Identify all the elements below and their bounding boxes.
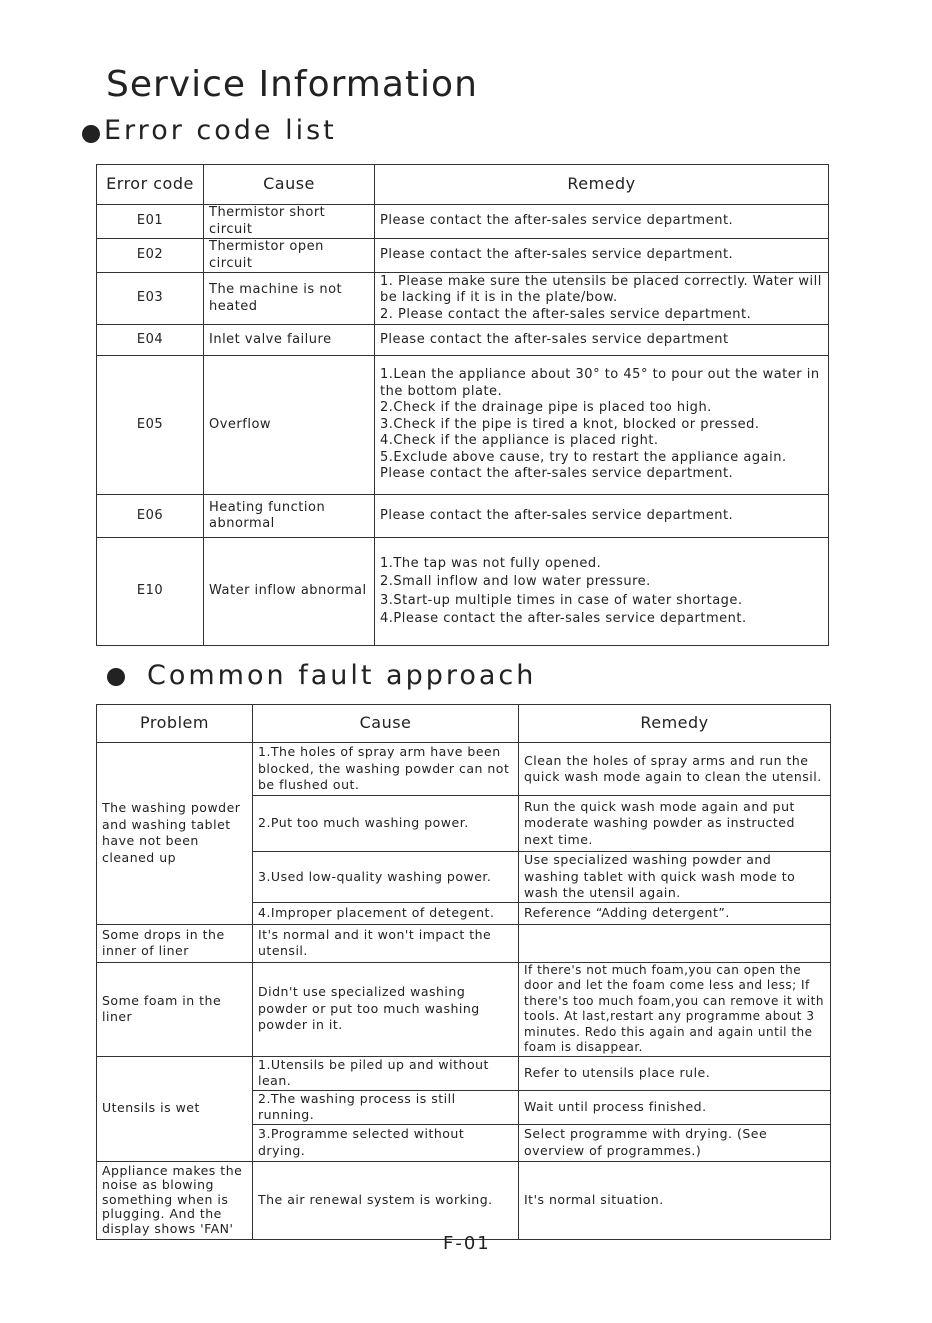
table-row (97, 1056, 831, 1090)
table-row (97, 325, 829, 356)
error-cause: Thermistor short circuit (204, 205, 375, 239)
fault-cause: It's normal and it won't impact the utensil. (253, 924, 519, 962)
page-title: Service Information (106, 64, 478, 105)
table-row (97, 205, 829, 239)
table-row (97, 924, 831, 962)
fault-remedy: Reference “Adding detergent”. (519, 902, 831, 924)
fault-remedy: Clean the holes of spray arms and run the quick wash mode again to clean the utensil. (519, 743, 831, 796)
error-cause: Water inflow abnormal (204, 538, 375, 646)
error-code: E05 (97, 356, 204, 495)
error-code: E02 (97, 239, 204, 273)
table-header-row (97, 165, 829, 205)
error-code: E03 (97, 273, 204, 325)
table-row (97, 273, 829, 325)
error-code: E04 (97, 325, 204, 356)
common-fault-heading: Common fault approach (147, 660, 537, 691)
table-row (97, 356, 829, 495)
table-row (97, 743, 831, 796)
error-code-heading: Error code list (104, 115, 337, 146)
error-remedy: Please contact the after-sales service department. (375, 239, 829, 273)
fault-cause: 3.Programme selected without drying. (253, 1124, 519, 1161)
error-remedy: Please contact the after-sales service department (375, 325, 829, 356)
fault-problem: Appliance makes the noise as blowing something when is plugging. And the display shows 'FAN' (97, 1161, 253, 1239)
fault-remedy: It's normal situation. (519, 1161, 831, 1239)
error-code-table (96, 164, 829, 646)
error-remedy: 1.The tap was not fully opened. 2.Small inflow and low water pressure. 3.Start-up multiple times in case of water shortage. 4.Please contact the after-sales service department. (375, 538, 829, 646)
col-header-cause: Cause (253, 705, 519, 743)
error-code: E10 (97, 538, 204, 646)
fault-cause: 1.The holes of spray arm have been blocked, the washing powder can not be flushed out. (253, 743, 519, 796)
error-cause: Thermistor open circuit (204, 239, 375, 273)
table-row (97, 1161, 831, 1239)
common-fault-table (96, 704, 831, 1240)
error-cause: Overflow (204, 356, 375, 495)
error-code: E06 (97, 495, 204, 538)
fault-cause: 2.The washing process is still running. (253, 1090, 519, 1124)
fault-problem: Some foam in the liner (97, 962, 253, 1056)
fault-cause: 3.Used low-quality washing power. (253, 852, 519, 903)
fault-remedy: If there's not much foam,you can open the door and let the foam come less and less; If there's too much foam,you can remove it with tools. At last,restart any programme about 3 minutes. Redo this again and again until the foam is disappear. (519, 962, 831, 1056)
fault-cause: 1.Utensils be piled up and without lean. (253, 1056, 519, 1090)
col-header-cause: Cause (204, 165, 375, 205)
error-remedy: 1.Lean the appliance about 30° to 45° to pour out the water in the bottom plate. 2.Check if the drainage pipe is placed too high. 3.Check if the pipe is tired a knot, blocked or pressed. 4.Check if the appliance is placed right. 5.Exclude above cause, try to restart the appliance again. Please contact the after-sales service department. (375, 356, 829, 495)
fault-remedy: Refer to utensils place rule. (519, 1056, 831, 1090)
col-header-remedy: Remedy (375, 165, 829, 205)
fault-remedy: Use specialized washing powder and washing tablet with quick wash mode to wash the utensil again. (519, 852, 831, 903)
table-header-row (97, 705, 831, 743)
fault-remedy: Run the quick wash mode again and put moderate washing powder as instructed next time. (519, 796, 831, 852)
table-row (97, 538, 829, 646)
bullet-dot-icon (82, 125, 100, 143)
error-remedy: Please contact the after-sales service department. (375, 205, 829, 239)
bullet-dot-icon (107, 668, 125, 686)
page-number: F-01 (443, 1233, 491, 1254)
error-cause: Heating function abnormal (204, 495, 375, 538)
fault-problem: The washing powder and washing tablet have not been cleaned up (97, 743, 253, 925)
fault-remedy: Wait until process finished. (519, 1090, 831, 1124)
error-remedy: Please contact the after-sales service department. (375, 495, 829, 538)
col-header-remedy: Remedy (519, 705, 831, 743)
fault-problem: Some drops in the inner of liner (97, 924, 253, 962)
error-remedy: 1. Please make sure the utensils be placed correctly. Water will be lacking if it is in the plate/bow. 2. Please contact the after-sales service department. (375, 273, 829, 325)
error-cause: The machine is not heated (204, 273, 375, 325)
fault-cause: 2.Put too much washing power. (253, 796, 519, 852)
error-cause: Inlet valve failure (204, 325, 375, 356)
fault-remedy (519, 924, 831, 962)
fault-remedy: Select programme with drying. (See overview of programmes.) (519, 1124, 831, 1161)
fault-cause: The air renewal system is working. (253, 1161, 519, 1239)
fault-cause: 4.Improper placement of detegent. (253, 902, 519, 924)
table-row (97, 495, 829, 538)
table-row (97, 962, 831, 1056)
col-header-error-code: Error code (97, 165, 204, 205)
error-code: E01 (97, 205, 204, 239)
col-header-problem: Problem (97, 705, 253, 743)
fault-cause: Didn't use specialized washing powder or put too much washing powder in it. (253, 962, 519, 1056)
table-row (97, 239, 829, 273)
fault-problem: Utensils is wet (97, 1056, 253, 1161)
